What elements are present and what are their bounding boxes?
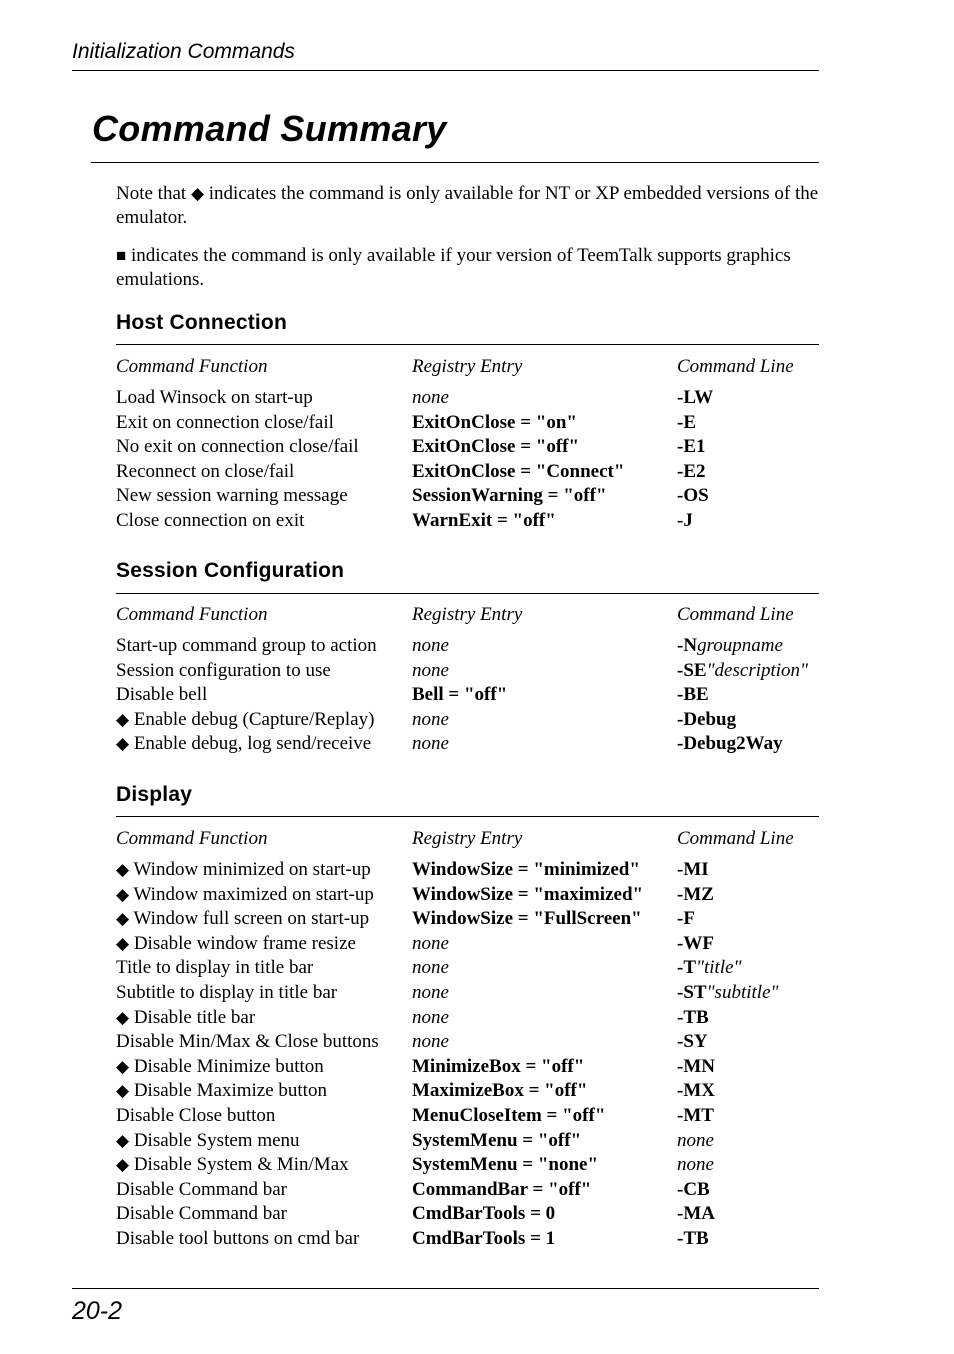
registry-entry: none bbox=[412, 1006, 449, 1028]
table-row bbox=[116, 460, 819, 485]
command-switch: -SY bbox=[677, 1031, 708, 1053]
table-row bbox=[116, 634, 819, 659]
command-line bbox=[677, 411, 696, 436]
note-text: indicates the command is only available for NT or XP embedded versions of the emulator. bbox=[116, 183, 819, 228]
command-function-text: Disable bell bbox=[116, 684, 208, 706]
registry-entry: CmdBarTools = 1 bbox=[412, 1228, 556, 1249]
command-function-text: Disable tool buttons on cmd bar bbox=[116, 1228, 360, 1249]
command-function-text: Close connection on exit bbox=[116, 510, 305, 532]
command-switch: -MX bbox=[677, 1080, 715, 1102]
section-heading-display: Display bbox=[116, 783, 193, 806]
command-function-text: Subtitle to display in title bar bbox=[116, 982, 338, 1004]
command-function bbox=[116, 1079, 327, 1104]
registry-entry: ExitOnClose = "on" bbox=[412, 411, 577, 433]
table-header-row bbox=[116, 355, 819, 380]
command-switch: -E bbox=[677, 411, 696, 433]
command-function-text: Disable Maximize button bbox=[133, 1080, 327, 1102]
command-line bbox=[677, 1129, 714, 1154]
table-row bbox=[116, 683, 819, 708]
command-function-text: Enable debug (Capture/Replay) bbox=[133, 708, 375, 730]
command-function bbox=[116, 1178, 287, 1203]
command-line bbox=[677, 1079, 715, 1104]
registry-entry: none bbox=[412, 708, 449, 730]
diamond-icon: ◆ bbox=[116, 909, 130, 929]
command-switch: none bbox=[677, 1154, 714, 1176]
command-line bbox=[677, 932, 714, 957]
command-function bbox=[116, 858, 371, 883]
square-icon: ■ bbox=[116, 246, 127, 265]
command-function bbox=[116, 634, 377, 659]
command-line bbox=[677, 981, 778, 1006]
registry-entry: CmdBarTools = 0 bbox=[412, 1203, 556, 1225]
table-row bbox=[116, 484, 819, 509]
table-row bbox=[116, 883, 819, 908]
command-line bbox=[677, 659, 808, 684]
section-rule bbox=[116, 816, 819, 817]
command-line bbox=[677, 509, 693, 534]
command-function-text: Disable title bar bbox=[133, 1006, 256, 1028]
table-row bbox=[116, 732, 819, 757]
command-line bbox=[677, 460, 706, 485]
command-switch: -MA bbox=[677, 1203, 715, 1225]
command-switch: -MZ bbox=[677, 883, 714, 905]
table-row bbox=[116, 1006, 819, 1031]
table-row bbox=[116, 1153, 819, 1178]
command-function-text: No exit on connection close/fail bbox=[116, 436, 359, 458]
command-switch: -TB bbox=[677, 1228, 709, 1249]
registry-entry: none bbox=[412, 1031, 449, 1053]
column-header-function: Command Function bbox=[116, 828, 268, 849]
command-switch: -MI bbox=[677, 859, 709, 881]
table-row bbox=[116, 659, 819, 684]
command-line bbox=[677, 732, 783, 757]
command-switch: -F bbox=[677, 908, 695, 930]
table-row bbox=[116, 1129, 819, 1154]
registry-entry: MenuCloseItem = "off" bbox=[412, 1105, 606, 1127]
command-function-text: Reconnect on close/fail bbox=[116, 460, 295, 482]
header-rule bbox=[72, 70, 819, 71]
diamond-icon: ◆ bbox=[116, 1155, 130, 1175]
table-row bbox=[116, 1030, 819, 1055]
note-nt-xp bbox=[116, 182, 819, 230]
command-line bbox=[677, 1202, 715, 1227]
command-switch: none bbox=[677, 1129, 714, 1151]
diamond-icon: ◆ bbox=[116, 933, 130, 953]
command-function bbox=[116, 1104, 275, 1129]
table-header-row bbox=[116, 603, 819, 628]
command-function-text: Enable debug, log send/receive bbox=[133, 733, 372, 755]
diamond-icon: ◆ bbox=[116, 1130, 130, 1150]
command-function bbox=[116, 1227, 359, 1252]
table-header-row bbox=[116, 827, 819, 852]
diamond-icon: ◆ bbox=[116, 1007, 130, 1027]
registry-entry: none bbox=[412, 387, 449, 409]
command-switch: -E1 bbox=[677, 436, 706, 458]
table-row bbox=[116, 858, 819, 883]
registry-entry: CommandBar = "off" bbox=[412, 1178, 592, 1200]
command-switch: -N bbox=[677, 635, 698, 657]
command-function-text: Disable Minimize button bbox=[133, 1055, 324, 1077]
command-function-text: Disable System & Min/Max bbox=[133, 1154, 349, 1176]
table-row bbox=[116, 981, 819, 1006]
registry-entry: WarnExit = "off" bbox=[412, 510, 556, 532]
diamond-icon: ◆ bbox=[116, 1081, 130, 1101]
column-header-function: Command Function bbox=[116, 356, 268, 377]
table-session-configuration bbox=[116, 603, 819, 757]
command-argument: "subtitle" bbox=[706, 982, 779, 1004]
command-line bbox=[677, 1006, 709, 1031]
section-heading-session-configuration: Session Configuration bbox=[116, 559, 345, 582]
command-switch: -WF bbox=[677, 932, 714, 954]
page-title: Command Summary bbox=[92, 108, 447, 149]
command-switch: -Debug2Way bbox=[677, 733, 783, 755]
command-function-text: Exit on connection close/fail bbox=[116, 411, 334, 433]
command-function bbox=[116, 981, 337, 1006]
registry-entry: none bbox=[412, 635, 449, 657]
command-line bbox=[677, 708, 736, 733]
title-rule bbox=[91, 162, 819, 163]
page-number: 20-2 bbox=[72, 1297, 123, 1325]
registry-entry: MaximizeBox = "off" bbox=[412, 1080, 588, 1102]
diamond-icon: ◆ bbox=[190, 184, 205, 203]
registry-entry: SessionWarning = "off" bbox=[412, 485, 607, 507]
command-switch: -LW bbox=[677, 387, 714, 409]
command-line bbox=[677, 907, 695, 932]
table-row bbox=[116, 1104, 819, 1129]
command-line bbox=[677, 634, 783, 659]
command-function bbox=[116, 956, 313, 981]
command-line bbox=[677, 435, 706, 460]
command-switch: -Debug bbox=[677, 708, 737, 730]
command-function-text: Disable window frame resize bbox=[133, 932, 356, 954]
registry-entry: ExitOnClose = "Connect" bbox=[412, 460, 625, 482]
command-function bbox=[116, 907, 369, 932]
command-function bbox=[116, 659, 331, 684]
command-line bbox=[677, 1153, 714, 1178]
command-switch: -ST bbox=[677, 982, 707, 1004]
command-function-text: Window maximized on start-up bbox=[133, 883, 374, 905]
registry-entry: none bbox=[412, 957, 449, 979]
table-display bbox=[116, 827, 819, 1252]
command-function bbox=[116, 484, 348, 509]
command-function-text: Disable Min/Max & Close buttons bbox=[116, 1031, 379, 1053]
column-header-registry: Registry Entry bbox=[412, 356, 523, 377]
diamond-icon: ◆ bbox=[116, 860, 130, 880]
registry-entry: WindowSize = "maximized" bbox=[412, 883, 644, 905]
registry-entry: none bbox=[412, 932, 449, 954]
command-function bbox=[116, 460, 294, 485]
table-row bbox=[116, 435, 819, 460]
registry-entry: WindowSize = "minimized" bbox=[412, 859, 640, 881]
command-switch: -J bbox=[677, 510, 693, 532]
command-switch: -TB bbox=[677, 1006, 709, 1028]
command-line bbox=[677, 683, 709, 708]
table-host-connection bbox=[116, 355, 819, 534]
command-function bbox=[116, 708, 374, 733]
command-function-text: Start-up command group to action bbox=[116, 635, 377, 657]
section-heading-host-connection: Host Connection bbox=[116, 311, 287, 334]
command-function bbox=[116, 509, 304, 534]
command-function bbox=[116, 1030, 379, 1055]
command-line bbox=[677, 883, 714, 908]
command-line bbox=[677, 1178, 710, 1203]
command-line bbox=[677, 484, 709, 509]
command-switch: -OS bbox=[677, 485, 709, 507]
command-switch: -BE bbox=[677, 684, 709, 706]
command-function bbox=[116, 1202, 287, 1227]
command-function bbox=[116, 1055, 324, 1080]
command-function-text: New session warning message bbox=[116, 485, 348, 507]
registry-entry: none bbox=[412, 982, 449, 1004]
command-switch: -E2 bbox=[677, 460, 706, 482]
table-row bbox=[116, 708, 819, 733]
command-function bbox=[116, 932, 356, 957]
table-row bbox=[116, 907, 819, 932]
command-function bbox=[116, 1129, 300, 1154]
command-line bbox=[677, 858, 709, 883]
note-text: indicates the command is only available if your version of TeemTalk supports graphics emulations. bbox=[116, 245, 791, 290]
diamond-icon: ◆ bbox=[116, 1056, 130, 1076]
command-line bbox=[677, 386, 713, 411]
table-row bbox=[116, 1055, 819, 1080]
table-row bbox=[116, 509, 819, 534]
diamond-icon: ◆ bbox=[116, 709, 130, 729]
note-graphics bbox=[116, 244, 819, 292]
column-header-function: Command Function bbox=[116, 604, 268, 625]
table-row bbox=[116, 1202, 819, 1227]
column-header-registry: Registry Entry bbox=[412, 828, 523, 849]
command-function-text: Disable Command bar bbox=[116, 1178, 287, 1200]
command-function bbox=[116, 732, 371, 757]
command-switch: -MN bbox=[677, 1055, 715, 1077]
command-function bbox=[116, 411, 334, 436]
command-function bbox=[116, 386, 313, 411]
registry-entry: MinimizeBox = "off" bbox=[412, 1055, 585, 1077]
column-header-command-line: Command Line bbox=[677, 356, 794, 377]
command-line bbox=[677, 1104, 714, 1129]
command-function-text: Session configuration to use bbox=[116, 659, 331, 681]
command-switch: -CB bbox=[677, 1178, 710, 1200]
registry-entry: ExitOnClose = "off" bbox=[412, 436, 580, 458]
command-function-text: Load Winsock on start-up bbox=[116, 387, 313, 409]
diamond-icon: ◆ bbox=[116, 734, 130, 754]
command-switch: -T bbox=[677, 957, 696, 979]
command-function-text: Title to display in title bar bbox=[116, 957, 314, 979]
command-argument: groupname bbox=[697, 635, 783, 657]
table-row bbox=[116, 932, 819, 957]
command-line bbox=[677, 956, 742, 981]
command-argument: "title" bbox=[696, 957, 742, 979]
column-header-command-line: Command Line bbox=[677, 604, 794, 625]
table-row bbox=[116, 1178, 819, 1203]
command-argument: "description" bbox=[706, 659, 809, 681]
command-function-text: Window full screen on start-up bbox=[133, 908, 370, 930]
command-function bbox=[116, 1153, 349, 1178]
command-function bbox=[116, 683, 207, 708]
command-switch: -MT bbox=[677, 1105, 714, 1127]
command-function-text: Disable System menu bbox=[133, 1129, 300, 1151]
section-rule bbox=[116, 344, 819, 345]
running-header: Initialization Commands bbox=[72, 40, 295, 63]
command-line bbox=[677, 1030, 708, 1055]
command-function-text: Disable Close button bbox=[116, 1105, 276, 1127]
registry-entry: Bell = "off" bbox=[412, 684, 508, 706]
table-row bbox=[116, 956, 819, 981]
table-row bbox=[116, 1227, 819, 1252]
diamond-icon: ◆ bbox=[116, 884, 130, 904]
registry-entry: WindowSize = "FullScreen" bbox=[412, 908, 642, 930]
registry-entry: SystemMenu = "off" bbox=[412, 1129, 582, 1151]
table-row bbox=[116, 1079, 819, 1104]
table-row bbox=[116, 411, 819, 436]
registry-entry: none bbox=[412, 659, 449, 681]
command-line bbox=[677, 1227, 709, 1252]
registry-entry: SystemMenu = "none" bbox=[412, 1154, 599, 1176]
command-function-text: Disable Command bar bbox=[116, 1203, 287, 1225]
command-switch: -SE bbox=[677, 659, 707, 681]
section-rule bbox=[116, 593, 819, 594]
column-header-registry: Registry Entry bbox=[412, 604, 523, 625]
command-function bbox=[116, 435, 359, 460]
footer-rule bbox=[72, 1288, 819, 1289]
column-header-command-line: Command Line bbox=[677, 828, 794, 849]
command-function-text: Window minimized on start-up bbox=[133, 859, 371, 881]
table-row bbox=[116, 386, 819, 411]
command-function bbox=[116, 1006, 255, 1031]
note-prefix: Note that bbox=[116, 183, 187, 204]
registry-entry: none bbox=[412, 733, 449, 755]
command-function bbox=[116, 883, 374, 908]
command-line bbox=[677, 1055, 715, 1080]
